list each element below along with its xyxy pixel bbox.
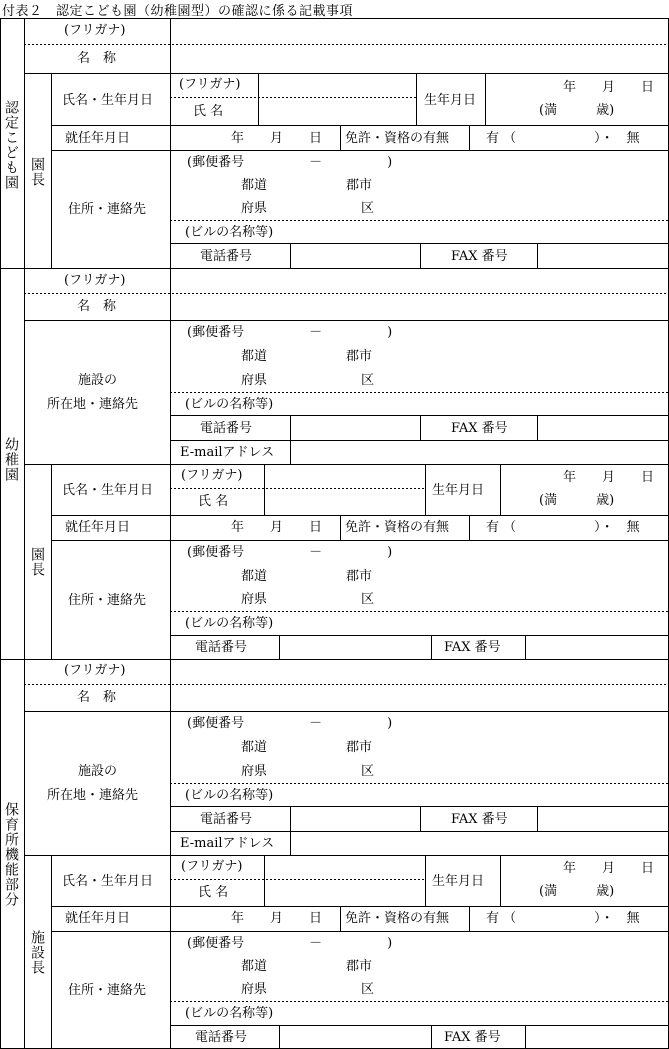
birth-label: 生年月日 <box>424 93 477 108</box>
shisetsucho-label: 施設長 <box>29 930 45 975</box>
furigana-label: (フリガナ) <box>181 468 243 483</box>
birth-date-field: 年 月 日 <box>563 470 655 485</box>
todo-label: 都道 <box>241 569 268 584</box>
todo-label: 都道 <box>241 178 268 193</box>
furigana-label: (フリガナ) <box>64 23 126 38</box>
name-label: 名 称 <box>77 51 117 66</box>
age-field: (満 歳) <box>539 884 615 899</box>
address-contact-label: 住所・連絡先 <box>68 202 147 217</box>
phone-label: 電話番号 <box>200 249 253 264</box>
email-label: E-mailアドレス <box>180 836 275 851</box>
postal-label: (郵便番号 － ) <box>187 716 393 731</box>
building-label: (ビルの名称等) <box>185 788 274 803</box>
shunin-date-field: 年 月 日 <box>231 131 323 146</box>
building-label: (ビルの名称等) <box>185 616 274 631</box>
fax-label: FAX 番号 <box>444 640 501 655</box>
ku-label: 区 <box>361 592 375 607</box>
gunshi-label: 郡市 <box>346 569 373 584</box>
ku-label: 区 <box>361 764 375 779</box>
facility-location-label-2: 所在地・連絡先 <box>47 397 139 412</box>
todo-label: 都道 <box>241 349 268 364</box>
gunshi-label: 郡市 <box>346 959 373 974</box>
ku-label: 区 <box>361 982 375 997</box>
facility-location-label-1: 施設の <box>78 764 118 779</box>
furigana-label: (フリガナ) <box>181 859 243 874</box>
birth-label: 生年月日 <box>432 874 485 889</box>
shunin-label: 就任年月日 <box>65 520 131 535</box>
section-kindergarten-label: 幼稚園 <box>3 437 19 482</box>
age-field: (満 歳) <box>539 103 615 118</box>
birth-date-field: 年 月 日 <box>563 80 655 95</box>
license-label: 免許・資格の有無 <box>345 911 450 926</box>
phone-label: 電話番号 <box>200 812 253 827</box>
building-label: (ビルの名称等) <box>185 1006 274 1021</box>
shunin-label: 就任年月日 <box>65 911 131 926</box>
furigana-label: (フリガナ) <box>64 273 126 288</box>
gunshi-label: 郡市 <box>346 349 373 364</box>
fuken-label: 府県 <box>241 764 268 779</box>
license-field: 有 （ ）・ 無 <box>486 911 640 926</box>
name-birth-label: 氏名・生年月日 <box>62 874 154 889</box>
postal-label: (郵便番号 － ) <box>187 155 393 170</box>
section-kodomoen-label: 認定こども園 <box>3 100 19 190</box>
fax-label: FAX 番号 <box>451 249 508 264</box>
shimei-label: 氏 名 <box>193 104 224 119</box>
age-field: (満 歳) <box>539 493 615 508</box>
postal-label: (郵便番号 － ) <box>187 545 393 560</box>
fuken-label: 府県 <box>241 201 268 216</box>
fax-label: FAX 番号 <box>451 812 508 827</box>
fuken-label: 府県 <box>241 982 268 997</box>
address-contact-label: 住所・連絡先 <box>68 983 147 998</box>
todo-label: 都道 <box>241 740 268 755</box>
shimei-label: 氏 名 <box>198 494 229 509</box>
todo-label: 都道 <box>241 959 268 974</box>
birth-date-field: 年 月 日 <box>563 861 655 876</box>
facility-location-label-1: 施設の <box>78 373 118 388</box>
shunin-label: 就任年月日 <box>65 131 131 146</box>
section-hoiku-label: 保育所機能部分 <box>3 802 19 907</box>
gunshi-label: 郡市 <box>346 178 373 193</box>
building-label: (ビルの名称等) <box>185 225 274 240</box>
furigana-label: (フリガナ) <box>64 663 126 678</box>
postal-label: (郵便番号 － ) <box>187 325 393 340</box>
encho-label-2: 園長 <box>29 547 45 577</box>
birth-label: 生年月日 <box>432 483 485 498</box>
shunin-date-field: 年 月 日 <box>231 520 323 535</box>
ku-label: 区 <box>361 373 375 388</box>
phone-label: 電話番号 <box>200 421 253 436</box>
fuken-label: 府県 <box>241 592 268 607</box>
gunshi-label: 郡市 <box>346 740 373 755</box>
fax-label: FAX 番号 <box>444 1030 501 1045</box>
encho-label-1: 園長 <box>29 157 45 187</box>
name-label: 名 称 <box>77 299 117 314</box>
postal-label: (郵便番号 － ) <box>187 936 393 951</box>
license-label: 免許・資格の有無 <box>345 131 450 146</box>
license-field: 有 （ ）・ 無 <box>486 520 640 535</box>
fax-label: FAX 番号 <box>451 421 508 436</box>
furigana-label: (フリガナ) <box>179 77 241 92</box>
name-birth-label: 氏名・生年月日 <box>62 93 154 108</box>
fuken-label: 府県 <box>241 373 268 388</box>
license-label: 免許・資格の有無 <box>345 520 450 535</box>
address-contact-label: 住所・連絡先 <box>68 593 147 608</box>
name-label: 名 称 <box>77 690 117 705</box>
building-label: (ビルの名称等) <box>185 397 274 412</box>
form-title: 付表２ 認定こども園（幼稚園型）の確認に係る記載事項 <box>2 4 354 19</box>
shunin-date-field: 年 月 日 <box>231 911 323 926</box>
ku-label: 区 <box>361 201 375 216</box>
email-label: E-mailアドレス <box>180 445 275 460</box>
phone-label: 電話番号 <box>195 1030 248 1045</box>
name-birth-label: 氏名・生年月日 <box>62 483 154 498</box>
shimei-label: 氏 名 <box>198 885 229 900</box>
license-field: 有 （ ）・ 無 <box>486 131 640 146</box>
phone-label: 電話番号 <box>195 640 248 655</box>
facility-location-label-2: 所在地・連絡先 <box>47 788 139 803</box>
